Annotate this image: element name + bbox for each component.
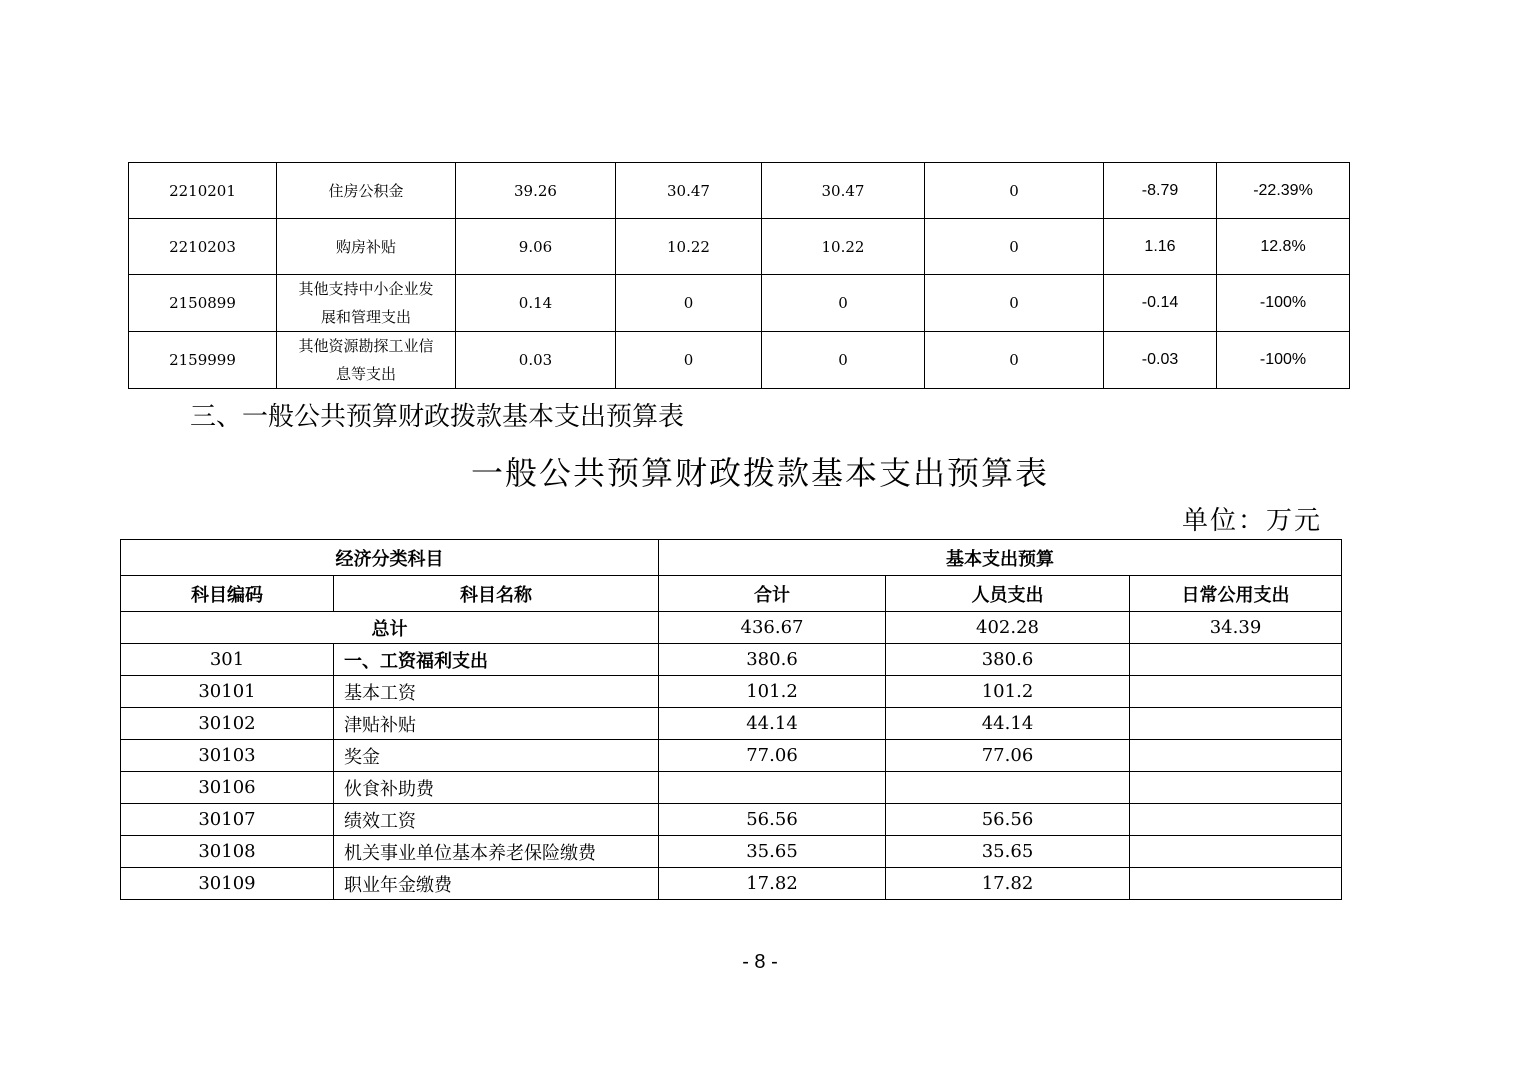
change-amount: -0.03 — [1104, 332, 1217, 389]
subject-name-line: 息等支出 — [335, 365, 396, 383]
personnel-amount: 380.6 — [886, 644, 1130, 676]
personnel-amount: 44.14 — [886, 708, 1130, 740]
amount-cell: 0 — [925, 219, 1104, 275]
public-amount — [1130, 772, 1342, 804]
amount-cell: 0 — [616, 332, 762, 389]
amount-cell: 0 — [925, 275, 1104, 332]
personnel-amount: 35.65 — [886, 836, 1130, 868]
total-amount: 56.56 — [659, 804, 886, 836]
subject-name-line: 展和管理支出 — [320, 308, 411, 326]
subject-name: 津贴补贴 — [334, 708, 659, 740]
personnel-amount: 402.28 — [886, 612, 1130, 644]
subject-code: 2150899 — [129, 275, 277, 332]
public-amount — [1130, 708, 1342, 740]
subject-name: 住房公积金 — [277, 163, 456, 219]
column-header-name: 科目名称 — [334, 576, 659, 612]
amount-cell: 0 — [925, 332, 1104, 389]
table-row — [121, 836, 1342, 868]
amount-cell: 0 — [616, 275, 762, 332]
amount-cell: 9.06 — [456, 219, 616, 275]
subject-name — [277, 332, 456, 389]
public-amount — [1130, 740, 1342, 772]
change-amount: -8.79 — [1104, 163, 1217, 219]
column-header-total: 合计 — [659, 576, 886, 612]
public-amount — [1130, 804, 1342, 836]
group-header-economic-classification: 经济分类科目 — [121, 540, 659, 576]
amount-cell: 10.22 — [762, 219, 925, 275]
total-amount: 17.82 — [659, 868, 886, 900]
subject-code: 30107 — [121, 804, 334, 836]
subject-code: 30102 — [121, 708, 334, 740]
personnel-amount: 17.82 — [886, 868, 1130, 900]
change-percent: -100% — [1217, 275, 1350, 332]
change-percent: 12.8% — [1217, 219, 1350, 275]
personnel-amount — [886, 772, 1130, 804]
amount-cell: 0.14 — [456, 275, 616, 332]
table-row — [129, 219, 1350, 275]
table-title: 一般公共预算财政拨款基本支出预算表 — [470, 454, 1049, 492]
subject-name-line: 其他支持中小企业发 — [298, 280, 434, 298]
total-amount: 380.6 — [659, 644, 886, 676]
prior-year-comparison-table — [128, 162, 1350, 389]
table-row — [121, 804, 1342, 836]
public-amount: 34.39 — [1130, 612, 1342, 644]
amount-cell: 39.26 — [456, 163, 616, 219]
column-header-public: 日常公用支出 — [1130, 576, 1342, 612]
change-percent: -100% — [1217, 332, 1350, 389]
change-amount: -0.14 — [1104, 275, 1217, 332]
subject-code: 30101 — [121, 676, 334, 708]
table-row — [121, 644, 1342, 676]
subject-name-line: 其他资源勘探工业信 — [298, 337, 434, 355]
subject-name: 绩效工资 — [334, 804, 659, 836]
subject-code: 30108 — [121, 836, 334, 868]
amount-cell: 0 — [925, 163, 1104, 219]
table-row — [121, 740, 1342, 772]
table-row — [129, 163, 1350, 219]
public-amount — [1130, 836, 1342, 868]
group-header-basic-expenditure: 基本支出预算 — [659, 540, 1342, 576]
subject-name: 购房补贴 — [277, 219, 456, 275]
subject-code: 2210201 — [129, 163, 277, 219]
subject-name: 职业年金缴费 — [334, 868, 659, 900]
column-header-personnel: 人员支出 — [886, 576, 1130, 612]
personnel-amount: 56.56 — [886, 804, 1130, 836]
public-amount — [1130, 868, 1342, 900]
subject-name: 机关事业单位基本养老保险缴费 — [334, 836, 659, 868]
table-row — [121, 868, 1342, 900]
change-amount: 1.16 — [1104, 219, 1217, 275]
total-amount: 77.06 — [659, 740, 886, 772]
amount-cell: 0 — [762, 332, 925, 389]
page-number: - 8 - — [742, 951, 778, 973]
total-row — [121, 612, 1342, 644]
unit-label: 单位：万元 — [1181, 506, 1322, 536]
change-percent: -22.39% — [1217, 163, 1350, 219]
total-label: 总计 — [121, 612, 659, 644]
total-amount: 436.67 — [659, 612, 886, 644]
amount-cell: 0 — [762, 275, 925, 332]
subject-code: 30103 — [121, 740, 334, 772]
table-row — [121, 708, 1342, 740]
subject-name — [277, 275, 456, 332]
subject-code: 2210203 — [129, 219, 277, 275]
table-row — [129, 332, 1350, 389]
amount-cell: 10.22 — [616, 219, 762, 275]
personnel-amount: 77.06 — [886, 740, 1130, 772]
table-row — [121, 772, 1342, 804]
total-amount: 101.2 — [659, 676, 886, 708]
subject-name: 奖金 — [334, 740, 659, 772]
subject-name: 一、工资福利支出 — [334, 644, 659, 676]
subject-code: 30106 — [121, 772, 334, 804]
basic-expenditure-budget-table — [120, 539, 1342, 900]
amount-cell: 30.47 — [616, 163, 762, 219]
total-amount: 35.65 — [659, 836, 886, 868]
total-amount: 44.14 — [659, 708, 886, 740]
subject-name: 伙食补助费 — [334, 772, 659, 804]
personnel-amount: 101.2 — [886, 676, 1130, 708]
table-row — [121, 676, 1342, 708]
subject-name: 基本工资 — [334, 676, 659, 708]
subject-code: 30109 — [121, 868, 334, 900]
header-row — [121, 576, 1342, 612]
table-row — [129, 275, 1350, 332]
column-header-code: 科目编码 — [121, 576, 334, 612]
subject-code: 2159999 — [129, 332, 277, 389]
amount-cell: 30.47 — [762, 163, 925, 219]
public-amount — [1130, 676, 1342, 708]
amount-cell: 0.03 — [456, 332, 616, 389]
header-row — [121, 540, 1342, 576]
subject-code: 301 — [121, 644, 334, 676]
total-amount — [659, 772, 886, 804]
section-heading: 三、一般公共预算财政拨款基本支出预算表 — [190, 402, 685, 432]
public-amount — [1130, 644, 1342, 676]
